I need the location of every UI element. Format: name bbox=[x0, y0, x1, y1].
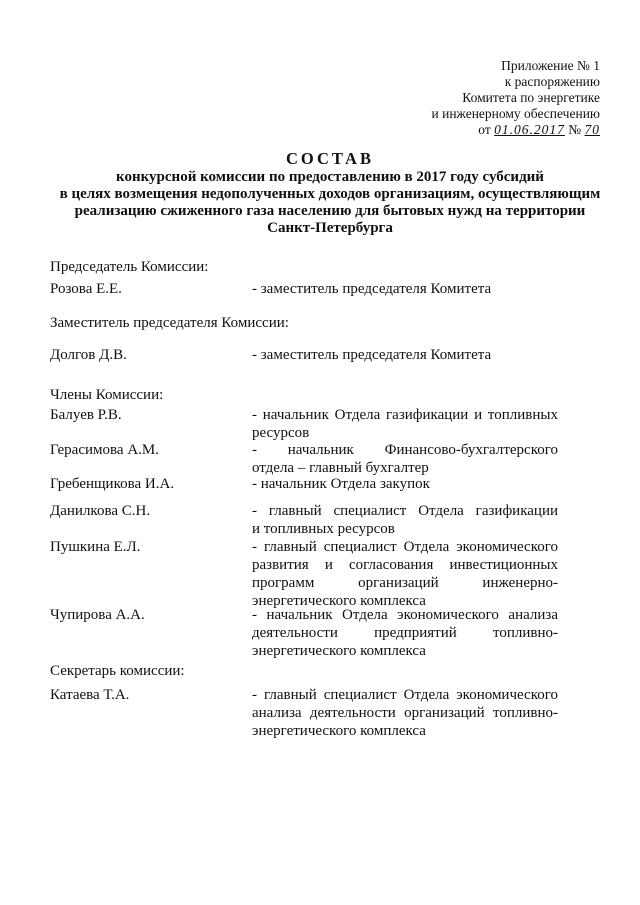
member-role: - начальник Отдела закупок bbox=[252, 476, 430, 492]
member-role: - главный специалист Отдела экономического развития и согласования инвестиционных программ организаций инженерно- энергетического комплекса bbox=[252, 539, 558, 609]
member-name: Катаева Т.А. bbox=[50, 687, 130, 703]
member-name: Балуев Р.В. bbox=[50, 407, 122, 423]
member-name: Данилкова С.Н. bbox=[50, 503, 151, 519]
deputy-section-label: Заместитель председателя Комиссии: bbox=[50, 315, 289, 331]
appendix-date-line bbox=[380, 122, 600, 138]
member-role: - заместитель председателя Комитета bbox=[252, 281, 492, 297]
member-name: Розова Е.Е. bbox=[50, 281, 122, 297]
secretary-section-label: Секретарь комиссии: bbox=[50, 663, 185, 679]
appendix-block bbox=[380, 58, 600, 138]
member-name: Пушкина Е.Л. bbox=[50, 539, 141, 555]
member-role: - главный специалист Отдела экономического анализа деятельности организаций топливно- энергетического комплекса bbox=[252, 687, 558, 739]
member-name: Чупирова А.А. bbox=[50, 607, 145, 623]
title-subtitle-line: в целях возмещения недополученных доходов организациям, осуществляющим bbox=[59, 186, 601, 202]
member-role: - начальник Отдела газификации и топливных ресурсов bbox=[252, 407, 558, 441]
appendix-line: Комитета по энергетике bbox=[462, 90, 600, 105]
member-name: Долгов Д.В. bbox=[50, 347, 127, 363]
title-subtitle-line: конкурсной комиссии по предоставлению в 2017 году субсидий bbox=[116, 169, 544, 185]
title-subtitle-line: реализацию сжиженного газа населению для бытовых нужд на территории bbox=[74, 203, 586, 219]
title-heading: СОСТАВ bbox=[286, 149, 374, 168]
handwritten-number: 70 bbox=[584, 122, 600, 137]
chairman-section-label: Председатель Комиссии: bbox=[50, 259, 209, 275]
members-section-label: Члены Комиссии: bbox=[50, 387, 164, 403]
appendix-line: Приложение № 1 bbox=[501, 58, 600, 73]
member-role: - заместитель председателя Комитета bbox=[252, 347, 492, 363]
document-title bbox=[40, 150, 620, 237]
member-role: - начальник Отдела экономического анализа деятельности предприятий топливно- энергетического комплекса bbox=[252, 607, 558, 659]
appendix-line: и инженерному обеспечению bbox=[431, 106, 600, 121]
member-role: - начальник Финансово-бухгалтерского отдела – главный бухгалтер bbox=[252, 442, 558, 476]
appendix-line: к распоряжению bbox=[504, 74, 600, 89]
handwritten-date: 01.06.2017 bbox=[494, 122, 565, 137]
number-label: № bbox=[568, 122, 582, 137]
title-subtitle-line: Санкт-Петербурга bbox=[267, 220, 393, 236]
member-role: - главный специалист Отдела газификации и топливных ресурсов bbox=[252, 503, 558, 537]
date-prefix: от bbox=[478, 122, 491, 137]
member-name: Герасимова А.М. bbox=[50, 442, 159, 458]
member-name: Гребенщикова И.А. bbox=[50, 476, 175, 492]
